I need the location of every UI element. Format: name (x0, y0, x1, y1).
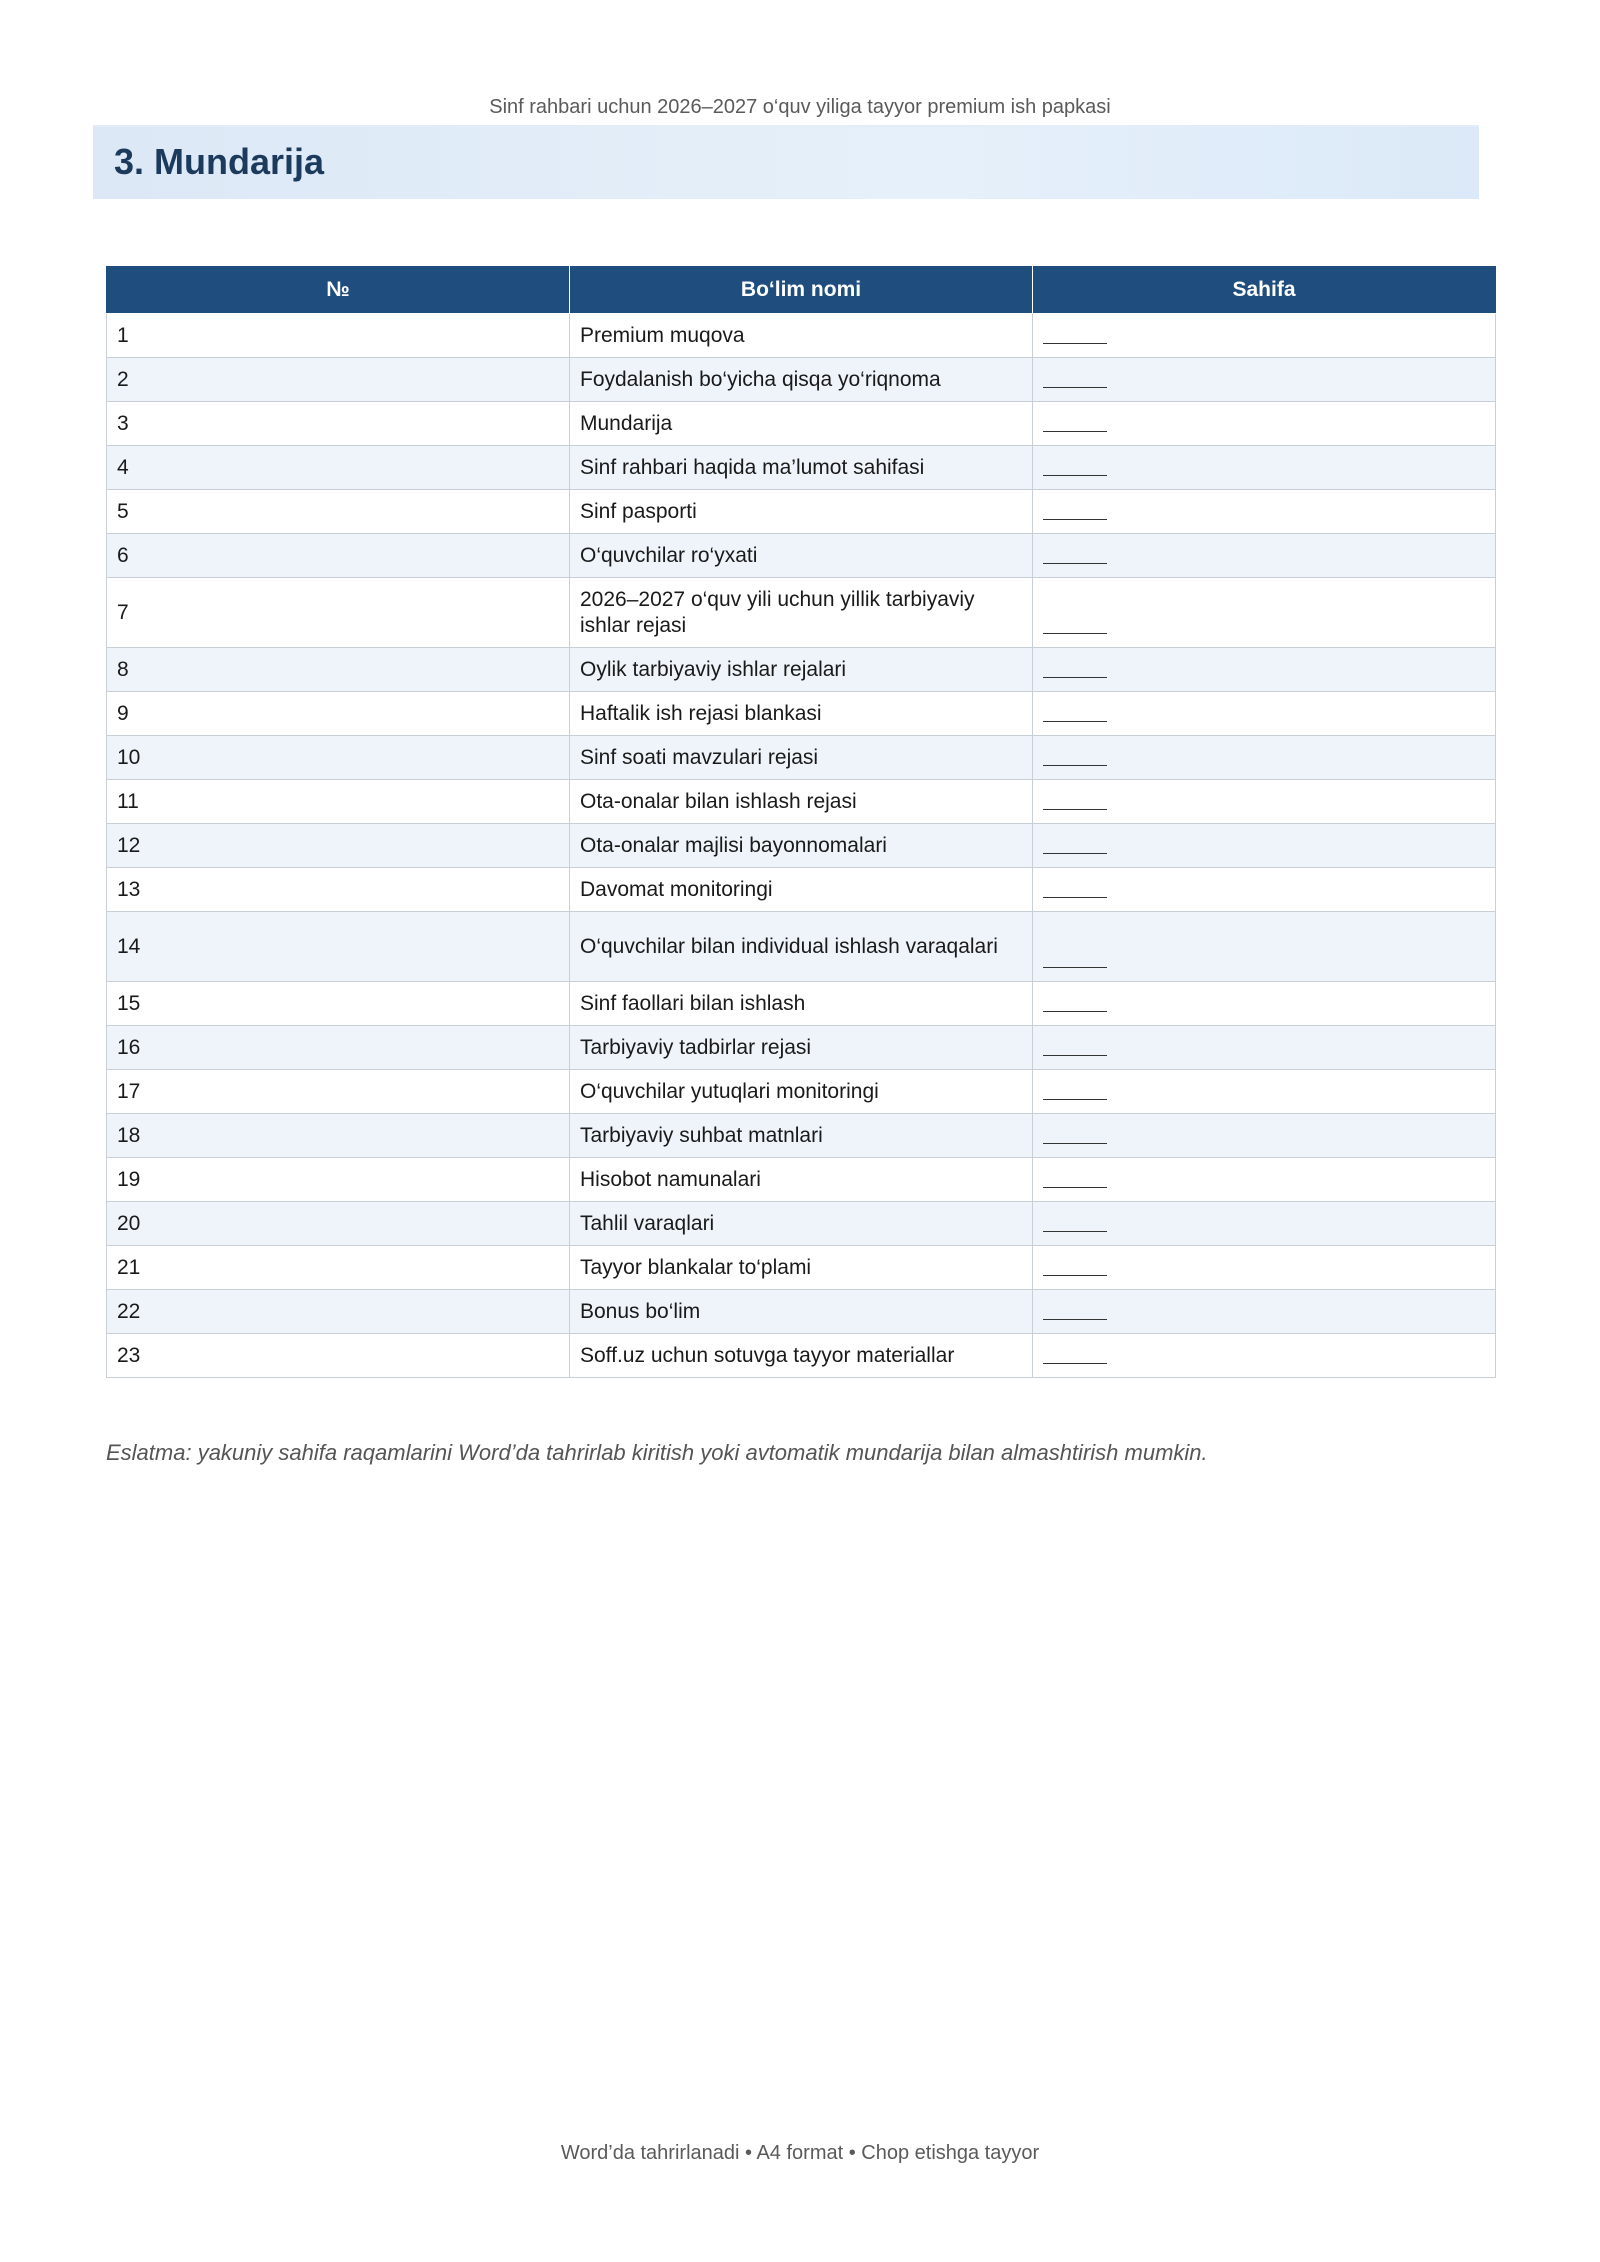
table-row (107, 1334, 1496, 1378)
section-name: Davomat monitoringi (570, 868, 1033, 912)
page-number-blank (1033, 692, 1496, 736)
table-row (107, 780, 1496, 824)
section-title-band (93, 125, 1479, 199)
table-row (107, 982, 1496, 1026)
column-header-section-name: Bo‘lim nomi (570, 267, 1033, 314)
section-name: Soff.uz uchun sotuvga tayyor materiallar (570, 1334, 1033, 1378)
section-name: 2026–2027 o‘quv yili uchun yillik tarbiyaviy ishlar rejasi (570, 578, 1033, 648)
row-number: 1 (107, 314, 570, 358)
page-number-blank (1033, 446, 1496, 490)
running-header: Sinf rahbari uchun 2026–2027 o‘quv yiliga tayyor premium ish papkasi (489, 96, 1111, 118)
row-number: 3 (107, 402, 570, 446)
table-row (107, 736, 1496, 780)
section-name: Haftalik ish rejasi blankasi (570, 692, 1033, 736)
row-number: 19 (107, 1158, 570, 1202)
page-number-blank (1033, 1246, 1496, 1290)
table-row (107, 1202, 1496, 1246)
page-footer: Word’da tahrirlanadi • A4 format • Chop etishga tayyor (560, 2142, 1040, 2164)
page-blank-line (1043, 474, 1107, 476)
page-number-blank (1033, 1114, 1496, 1158)
page-blank-line (1043, 1098, 1107, 1100)
table-body (107, 314, 1496, 1378)
section-name: O‘quvchilar yutuqlari monitoringi (570, 1070, 1033, 1114)
section-name: Sinf faollari bilan ishlash (570, 982, 1033, 1026)
section-name: Sinf pasporti (570, 490, 1033, 534)
page-blank-line (1043, 632, 1107, 634)
row-number: 15 (107, 982, 570, 1026)
page-blank-line (1043, 518, 1107, 520)
page-blank-line (1043, 1362, 1107, 1364)
page-blank-line (1043, 386, 1107, 388)
section-name: Oylik tarbiyaviy ishlar rejalari (570, 648, 1033, 692)
row-number: 20 (107, 1202, 570, 1246)
row-number: 2 (107, 358, 570, 402)
page-blank-line (1043, 430, 1107, 432)
page-blank-line (1043, 1230, 1107, 1232)
table-row (107, 1158, 1496, 1202)
page-blank-line (1043, 1054, 1107, 1056)
table-row (107, 1290, 1496, 1334)
page-blank-line (1043, 342, 1107, 344)
page-blank-line (1043, 676, 1107, 678)
page-blank-line (1043, 896, 1107, 898)
page-number-blank (1033, 824, 1496, 868)
table-row (107, 648, 1496, 692)
table-row (107, 446, 1496, 490)
table-row (107, 402, 1496, 446)
row-number: 8 (107, 648, 570, 692)
table-row (107, 692, 1496, 736)
row-number: 11 (107, 780, 570, 824)
section-name: Mundarija (570, 402, 1033, 446)
page-number-blank (1033, 1202, 1496, 1246)
page-number-blank (1033, 982, 1496, 1026)
section-name: Hisobot namunalari (570, 1158, 1033, 1202)
section-name: Sinf soati mavzulari rejasi (570, 736, 1033, 780)
page-number-blank (1033, 1290, 1496, 1334)
page-blank-line (1043, 764, 1107, 766)
row-number: 10 (107, 736, 570, 780)
row-number: 13 (107, 868, 570, 912)
row-number: 12 (107, 824, 570, 868)
section-name: Tayyor blankalar to‘plami (570, 1246, 1033, 1290)
table-of-contents (106, 266, 1496, 1378)
table-row (107, 912, 1496, 982)
section-name: Tarbiyaviy tadbirlar rejasi (570, 1026, 1033, 1070)
row-number: 5 (107, 490, 570, 534)
page-number-blank (1033, 1334, 1496, 1378)
section-name: Premium muqova (570, 314, 1033, 358)
page-blank-line (1043, 720, 1107, 722)
page-number-blank (1033, 1070, 1496, 1114)
note-text: Eslatma: yakuniy sahifa raqamlarini Word’da tahrirlab kiritish yoki avtomatik mundarija bilan almashtirish mumkin. (106, 1440, 1208, 1465)
page-blank-line (1043, 1010, 1107, 1012)
section-title: 3. Mundarija (114, 141, 325, 182)
page-number-blank (1033, 780, 1496, 824)
row-number: 22 (107, 1290, 570, 1334)
table-row (107, 490, 1496, 534)
page-blank-line (1043, 1318, 1107, 1320)
row-number: 16 (107, 1026, 570, 1070)
table-row (107, 1114, 1496, 1158)
row-number: 7 (107, 578, 570, 648)
page-number-blank (1033, 912, 1496, 982)
row-number: 6 (107, 534, 570, 578)
section-name: Tarbiyaviy suhbat matnlari (570, 1114, 1033, 1158)
column-header-number: № (107, 267, 570, 314)
table-row (107, 868, 1496, 912)
page-number-blank (1033, 314, 1496, 358)
page-blank-line (1043, 808, 1107, 810)
row-number: 23 (107, 1334, 570, 1378)
table-row (107, 1070, 1496, 1114)
page-blank-line (1043, 852, 1107, 854)
column-header-page: Sahifa (1033, 267, 1496, 314)
row-number: 21 (107, 1246, 570, 1290)
section-name: Sinf rahbari haqida ma’lumot sahifasi (570, 446, 1033, 490)
page-number-blank (1033, 358, 1496, 402)
row-number: 14 (107, 912, 570, 982)
page-number-blank (1033, 736, 1496, 780)
row-number: 4 (107, 446, 570, 490)
table-row (107, 1026, 1496, 1070)
page-number-blank (1033, 648, 1496, 692)
section-name: Tahlil varaqlari (570, 1202, 1033, 1246)
page-blank-line (1043, 1274, 1107, 1276)
page-blank-line (1043, 562, 1107, 564)
page-number-blank (1033, 1026, 1496, 1070)
section-name: O‘quvchilar ro‘yxati (570, 534, 1033, 578)
page-number-blank (1033, 1158, 1496, 1202)
table-row (107, 1246, 1496, 1290)
section-name: Bonus bo‘lim (570, 1290, 1033, 1334)
row-number: 9 (107, 692, 570, 736)
page-blank-line (1043, 966, 1107, 968)
page-blank-line (1043, 1142, 1107, 1144)
table-header-row (107, 267, 1496, 314)
page-number-blank (1033, 490, 1496, 534)
table-row (107, 358, 1496, 402)
page-blank-line (1043, 1186, 1107, 1188)
section-name: O‘quvchilar bilan individual ishlash varaqalari (570, 912, 1033, 982)
row-number: 18 (107, 1114, 570, 1158)
page-number-blank (1033, 868, 1496, 912)
table-row (107, 534, 1496, 578)
table-row (107, 314, 1496, 358)
page-number-blank (1033, 534, 1496, 578)
page-number-blank (1033, 402, 1496, 446)
row-number: 17 (107, 1070, 570, 1114)
section-name: Ota-onalar bilan ishlash rejasi (570, 780, 1033, 824)
table-row (107, 824, 1496, 868)
page-number-blank (1033, 578, 1496, 648)
section-name: Foydalanish bo‘yicha qisqa yo‘riqnoma (570, 358, 1033, 402)
table-row (107, 578, 1496, 648)
section-name: Ota-onalar majlisi bayonnomalari (570, 824, 1033, 868)
